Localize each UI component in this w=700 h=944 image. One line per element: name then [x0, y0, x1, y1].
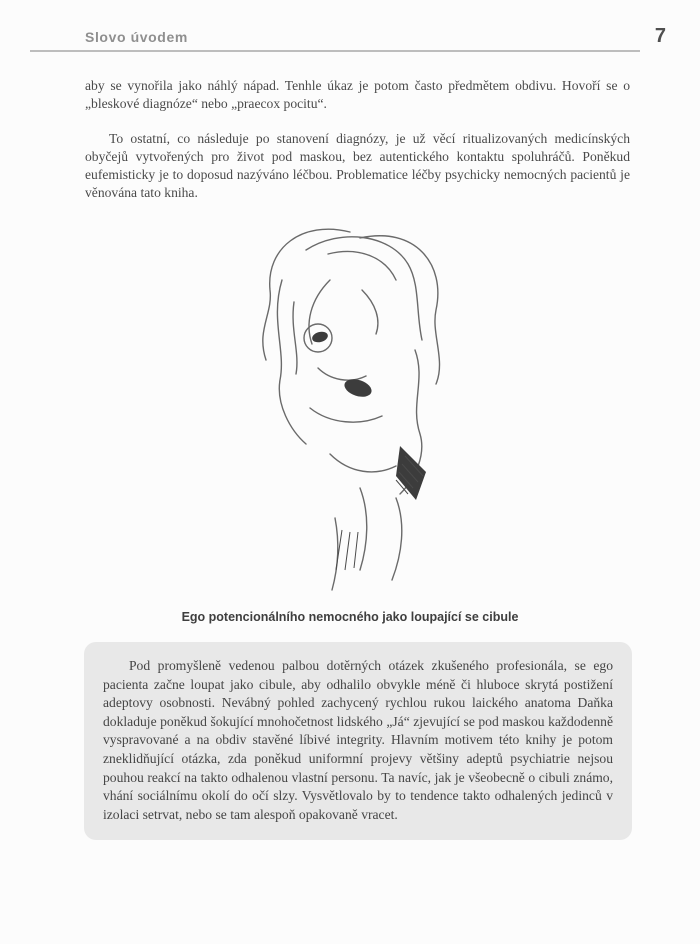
highlight-box [84, 642, 632, 840]
page-number: 7 [654, 25, 666, 47]
highlight-box-text: Pod promyšleně vedenou palbou dotěrných otázek zkušeného profesionála, se ego pacienta začne loupat jako cibule, aby odhalilo obvykle méně či hluboce skrytá postižení adeptovy osobnosti. Nevábný pohled zachycený rychlou rukou laického anatoma Daňka dokladuje poněkud šokující mnohočetnost lidského „Já“ zjevující se pod maskou každodenně vyspravované a na obdiv stavěné líbivé integrity. Hlavním motivem této knihy je potom zneklidňující otázka, zda poněkud uniformní projevy většiny adeptů psychiatrie nejsou pouhou reakcí na takto odhalenou vlastní personu. Ta navíc, jak je všeobecně o cibuli známo, vhání sociálnímu okolí do očí slzy. Vysvětlovalo by to tendence takto odhalených jedinců v izolaci setrvat, nebo se tam alespoň opakovaně vracet. [103, 658, 613, 822]
sketch-illustration-svg [210, 218, 500, 596]
header-rule [30, 50, 640, 52]
running-title: Slovo úvodem [85, 29, 188, 45]
onion-head-sketch [210, 218, 500, 596]
figure-caption: Ego potencionálního nemocného jako loupající se cibule [181, 610, 519, 624]
body-paragraph-2: To ostatní, co následuje po stanovení diagnózy, je už věcí ritualizovaných medicínských obyčejů vytvořených pro život pod maskou, bez autentického kontaktu spoluhráčů. Poněkud eufemisticky je to doposud nazýváno léčbou. Problematice léčby psychicky nemocných pacientů je věnována tato kniha. [85, 131, 630, 200]
body-paragraph-1: aby se vynořila jako náhlý nápad. Tenhle úkaz je potom často předmětem obdivu. Hovoří se o „bleskové diagnóze“ nebo „praecox pocitu“. [85, 78, 630, 111]
